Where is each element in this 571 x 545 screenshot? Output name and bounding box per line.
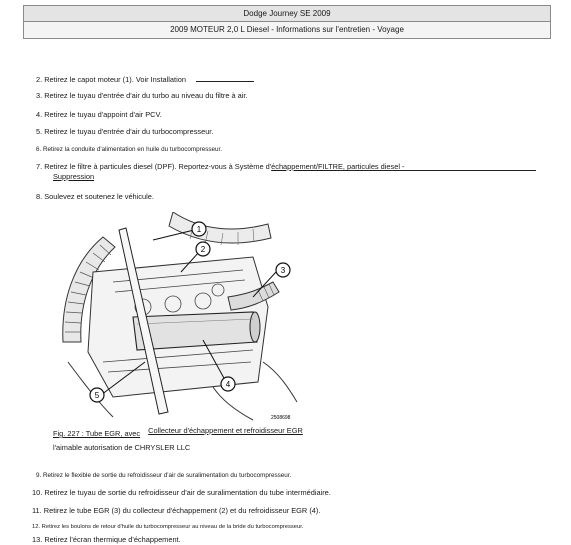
dpf-removal-link[interactable]: échappement/FILTRE, particules diesel - (271, 162, 405, 171)
step-11 (32, 506, 320, 515)
svg-text:1: 1 (196, 225, 202, 234)
step-7-continued (53, 172, 94, 181)
document-title: Dodge Journey SE 2009 (243, 9, 331, 18)
step-10 (32, 488, 331, 497)
document-title-bar (23, 5, 551, 22)
svg-text:3: 3 (280, 266, 286, 275)
step-9 (36, 471, 291, 480)
step-12-text: 12. Retirez les boulons de retour d'huile du turbocompresseur au niveau de la bride du turbocompresseur. (32, 524, 304, 530)
step-7-text: 7. Retirez le filtre à particules diesel (DPF). Reportez-vous à Système d' (36, 162, 272, 171)
document-subtitle-bar (23, 21, 551, 39)
step-3-text: 3. Retirez le tuyau d'entrée d'air du turbo au niveau du filtre à air. (36, 91, 248, 100)
callout-5 (90, 388, 104, 402)
egr-tube-illustration (53, 212, 301, 422)
step-13 (32, 535, 181, 544)
step-3 (36, 91, 248, 100)
figure-source: l'aimable autorisation de CHRYSLER LLC (53, 443, 191, 452)
step-4-text: 4. Retirez le tuyau d'appoint d'air PCV. (36, 110, 162, 119)
installation-link-blank[interactable] (196, 75, 254, 82)
step-11-text: 11. Retirez le tube EGR (3) du collecteur d'échappement (2) et du refroidisseur EGR (4). (32, 506, 321, 515)
exhaust-manifold-link[interactable]: Collecteur d'échappement et refroidisseur EGR (148, 426, 303, 435)
step-5-text: 5. Retirez le tuyau d'entrée d'air du turbocompresseur. (36, 127, 214, 136)
step-10-text: 10. Retirez le tuyau de sortie du refroidisseur d'air de suralimentation du tube intermédiaire. (32, 488, 331, 497)
step-2-text: 2. Retirez le capot moteur (1). Voir Installation (36, 75, 186, 84)
step-8-text: 8. Soulevez et soutenez le véhicule. (36, 192, 154, 201)
step-4 (36, 110, 162, 119)
figure-caption (53, 426, 303, 438)
dpf-removal-link-continued[interactable]: Suppression (53, 172, 95, 181)
figure-number: 2508698 (271, 415, 291, 421)
document-subtitle: 2009 MOTEUR 2,0 L Diesel - Informations sur l'entretien - Voyage (170, 25, 404, 34)
figure-caption-prefix: Fig. 227 : Tube EGR, avec (53, 429, 141, 438)
link-underline-extension (336, 170, 536, 171)
callout-3 (276, 263, 290, 277)
svg-text:5: 5 (94, 391, 100, 400)
step-12 (32, 523, 303, 532)
step-2 (36, 75, 254, 84)
step-6-text: 6. Retirez la conduite d'alimentation en huile du turbocompresseur. (36, 146, 223, 153)
callout-4 (221, 377, 235, 391)
step-9-text: 9. Retirez le flexible de sortie du refroidisseur d'air de suralimentation du turbocompresseur. (36, 472, 292, 479)
step-6 (36, 145, 222, 154)
svg-text:4: 4 (225, 380, 231, 389)
callout-2 (196, 242, 210, 256)
step-8 (36, 192, 154, 201)
callout-1 (192, 222, 206, 236)
step-13-text: 13. Retirez l'écran thermique d'échappement. (32, 535, 181, 544)
step-5 (36, 127, 213, 136)
svg-text:2: 2 (200, 245, 206, 254)
